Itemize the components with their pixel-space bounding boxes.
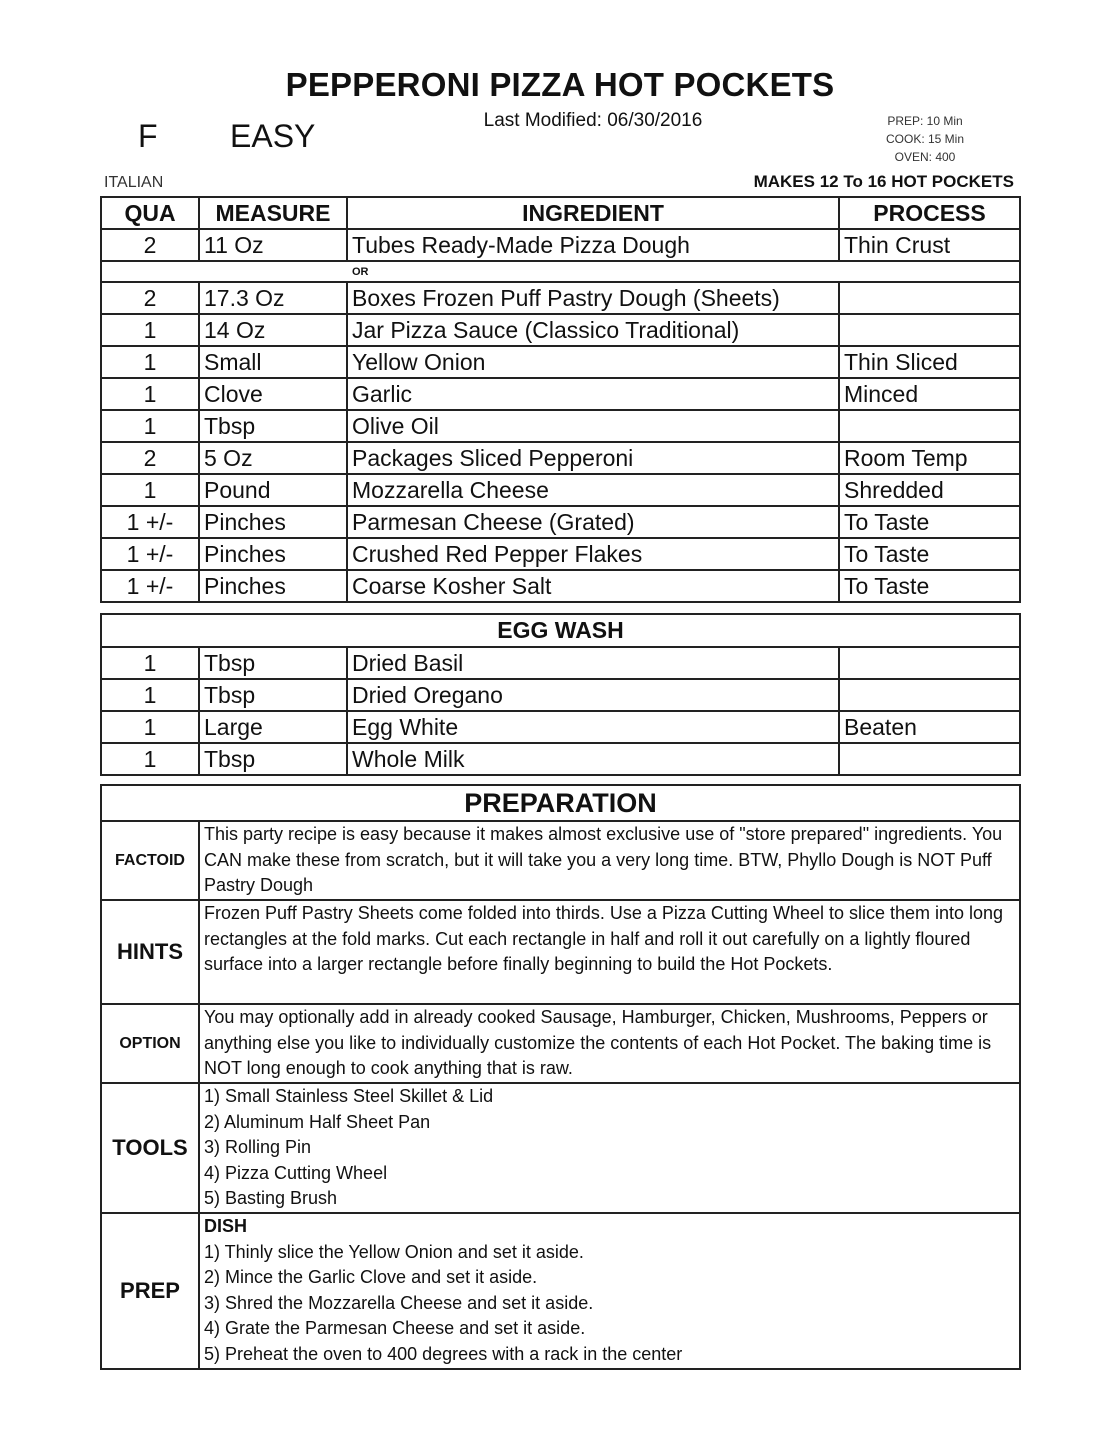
factoid-label: FACTOID	[101, 821, 199, 900]
ingredient-cell: Parmesan Cheese (Grated)	[347, 506, 839, 538]
table-row	[101, 679, 1020, 711]
measure-cell: 11 Oz	[199, 229, 347, 261]
list-item: 2) Aluminum Half Sheet Pan	[204, 1111, 431, 1132]
tools-list	[199, 1083, 1020, 1213]
quantity-cell: 1	[101, 679, 199, 711]
ingredient-cell: Coarse Kosher Salt	[347, 570, 839, 602]
dish-heading: DISH	[204, 1216, 248, 1236]
quantity-cell: 1	[101, 378, 199, 410]
process-cell: To Taste	[839, 506, 1020, 538]
prep-steps	[199, 1213, 1020, 1369]
ingredient-cell: Dried Basil	[347, 647, 839, 679]
recipe-grade: F	[138, 118, 158, 154]
table-row	[101, 474, 1020, 506]
cook-time: COOK: 15 Min	[885, 132, 965, 146]
recipe-title: PEPPERONI PIZZA HOT POCKETS	[285, 66, 835, 103]
measure-cell: Clove	[199, 378, 347, 410]
ingredient-cell: Packages Sliced Pepperoni	[347, 442, 839, 474]
measure-cell: Pound	[199, 474, 347, 506]
table-row	[101, 282, 1020, 314]
ingredient-cell: Mozzarella Cheese	[347, 474, 839, 506]
option-row	[101, 1004, 1020, 1083]
table-row	[101, 442, 1020, 474]
list-item: 4) Pizza Cutting Wheel	[204, 1162, 388, 1183]
column-header-ingredient: INGREDIENT	[347, 197, 839, 229]
column-header-process: PROCESS	[839, 197, 1020, 229]
measure-cell: Small	[199, 346, 347, 378]
ingredient-cell: Dried Oregano	[347, 679, 839, 711]
option-label: OPTION	[101, 1004, 199, 1083]
quantity-cell: 1 +/-	[101, 570, 199, 602]
table-row	[101, 506, 1020, 538]
hints-label: HINTS	[101, 900, 199, 1004]
last-modified-date: Last Modified: 06/30/2016	[483, 110, 703, 131]
measure-cell: 14 Oz	[199, 314, 347, 346]
process-cell: To Taste	[839, 538, 1020, 570]
preparation-header-row	[101, 785, 1020, 821]
egg-wash-title: EGG WASH	[101, 614, 1020, 647]
factoid-row	[101, 821, 1020, 900]
measure-cell: Tbsp	[199, 647, 347, 679]
list-item: 4) Grate the Parmesan Cheese and set it aside.	[204, 1318, 586, 1339]
table-row	[101, 647, 1020, 679]
list-item: 1) Small Stainless Steel Skillet & Lid	[204, 1086, 494, 1106]
table-row	[101, 410, 1020, 442]
list-item: 1) Thinly slice the Yellow Onion and set it aside.	[204, 1241, 584, 1262]
ingredients-header-row	[101, 197, 1020, 229]
table-row	[101, 538, 1020, 570]
process-cell: Room Temp	[839, 442, 1020, 474]
measure-cell: Pinches	[199, 538, 347, 570]
table-row	[101, 743, 1020, 775]
table-row	[101, 346, 1020, 378]
measure-cell: Large	[199, 711, 347, 743]
quantity-cell: 1	[101, 346, 199, 378]
process-cell	[839, 743, 1020, 775]
timing-info	[860, 112, 990, 166]
measure-cell: 17.3 Oz	[199, 282, 347, 314]
preparation-title: PREPARATION	[101, 785, 1020, 821]
process-cell: Thin Sliced	[839, 346, 1020, 378]
tools-row	[101, 1083, 1020, 1213]
option-text: You may optionally add in already cooked Sausage, Hamburger, Chicken, Mushrooms, Peppers or anything else you like to individually customize the contents of each Hot Pocket. The baking time is NOT long enough to cook anything that is raw.	[199, 1004, 1020, 1083]
table-row	[101, 314, 1020, 346]
ingredient-cell: Whole Milk	[347, 743, 839, 775]
list-item: 5) Preheat the oven to 400 degrees with a rack in the center	[204, 1343, 683, 1364]
quantity-cell: 2	[101, 229, 199, 261]
process-cell: To Taste	[839, 570, 1020, 602]
factoid-text: This party recipe is easy because it makes almost exclusive use of "store prepared" ingredients. You CAN make these from scratch, but it will take you a very long time. BTW, Phyllo Dough is NOT Puff Pastry Dough	[199, 821, 1020, 900]
egg-wash-table	[100, 613, 1021, 776]
measure-cell: Pinches	[199, 570, 347, 602]
table-row	[101, 229, 1020, 261]
quantity-cell: 1	[101, 743, 199, 775]
process-cell: Thin Crust	[839, 229, 1020, 261]
process-cell: Beaten	[839, 711, 1020, 743]
oven-temperature: OVEN: 400	[894, 150, 956, 164]
list-item: 3) Shred the Mozzarella Cheese and set it aside.	[204, 1292, 594, 1313]
process-cell	[839, 679, 1020, 711]
or-label: OR	[101, 261, 1020, 282]
ingredient-cell: Yellow Onion	[347, 346, 839, 378]
process-cell	[839, 647, 1020, 679]
quantity-cell: 1 +/-	[101, 506, 199, 538]
quantity-cell: 1	[101, 314, 199, 346]
measure-cell: Tbsp	[199, 679, 347, 711]
process-cell	[839, 282, 1020, 314]
column-header-measure: MEASURE	[199, 197, 347, 229]
quantity-cell: 1	[101, 410, 199, 442]
quantity-cell: 1	[101, 647, 199, 679]
process-cell	[839, 410, 1020, 442]
list-item: 3) Rolling Pin	[204, 1137, 312, 1158]
or-divider-row	[101, 261, 1020, 282]
process-cell: Minced	[839, 378, 1020, 410]
measure-cell: Tbsp	[199, 743, 347, 775]
process-cell: Shredded	[839, 474, 1020, 506]
column-header-qua: QUA	[101, 197, 199, 229]
difficulty-label: EASY	[230, 118, 316, 154]
ingredients-table	[100, 196, 1021, 603]
prep-row	[101, 1213, 1020, 1369]
prep-time: PREP: 10 Min	[887, 114, 963, 128]
measure-cell: Tbsp	[199, 410, 347, 442]
ingredient-cell: Garlic	[347, 378, 839, 410]
process-cell	[839, 314, 1020, 346]
measure-cell: 5 Oz	[199, 442, 347, 474]
table-row	[101, 570, 1020, 602]
quantity-cell: 1	[101, 474, 199, 506]
quantity-cell: 2	[101, 442, 199, 474]
ingredient-cell: Olive Oil	[347, 410, 839, 442]
ingredient-cell: Jar Pizza Sauce (Classico Traditional)	[347, 314, 839, 346]
hints-row	[101, 900, 1020, 1004]
measure-cell: Pinches	[199, 506, 347, 538]
ingredient-cell: Boxes Frozen Puff Pastry Dough (Sheets)	[347, 282, 839, 314]
quantity-cell: 1	[101, 711, 199, 743]
ingredient-cell: Crushed Red Pepper Flakes	[347, 538, 839, 570]
quantity-cell: 1 +/-	[101, 538, 199, 570]
hints-text: Frozen Puff Pastry Sheets come folded into thirds. Use a Pizza Cutting Wheel to slice them into long rectangles at the fold marks. Cut each rectangle in half and roll it out carefully on a lightly floured surface into a larger rectangle before finally beginning to build the Hot Pockets.	[199, 900, 1020, 1004]
cuisine-label: ITALIAN	[104, 174, 164, 191]
preparation-table	[100, 784, 1021, 1370]
tools-label: TOOLS	[101, 1083, 199, 1213]
quantity-cell: 2	[101, 282, 199, 314]
ingredient-cell: Tubes Ready-Made Pizza Dough	[347, 229, 839, 261]
prep-label: PREP	[101, 1213, 199, 1369]
list-item: 5) Basting Brush	[204, 1188, 338, 1209]
table-row	[101, 378, 1020, 410]
ingredient-cell: Egg White	[347, 711, 839, 743]
egg-wash-header-row	[101, 614, 1020, 647]
list-item: 2) Mince the Garlic Clove and set it aside.	[204, 1267, 538, 1288]
yield-label: MAKES 12 To 16 HOT POCKETS	[753, 172, 1014, 191]
table-row	[101, 711, 1020, 743]
